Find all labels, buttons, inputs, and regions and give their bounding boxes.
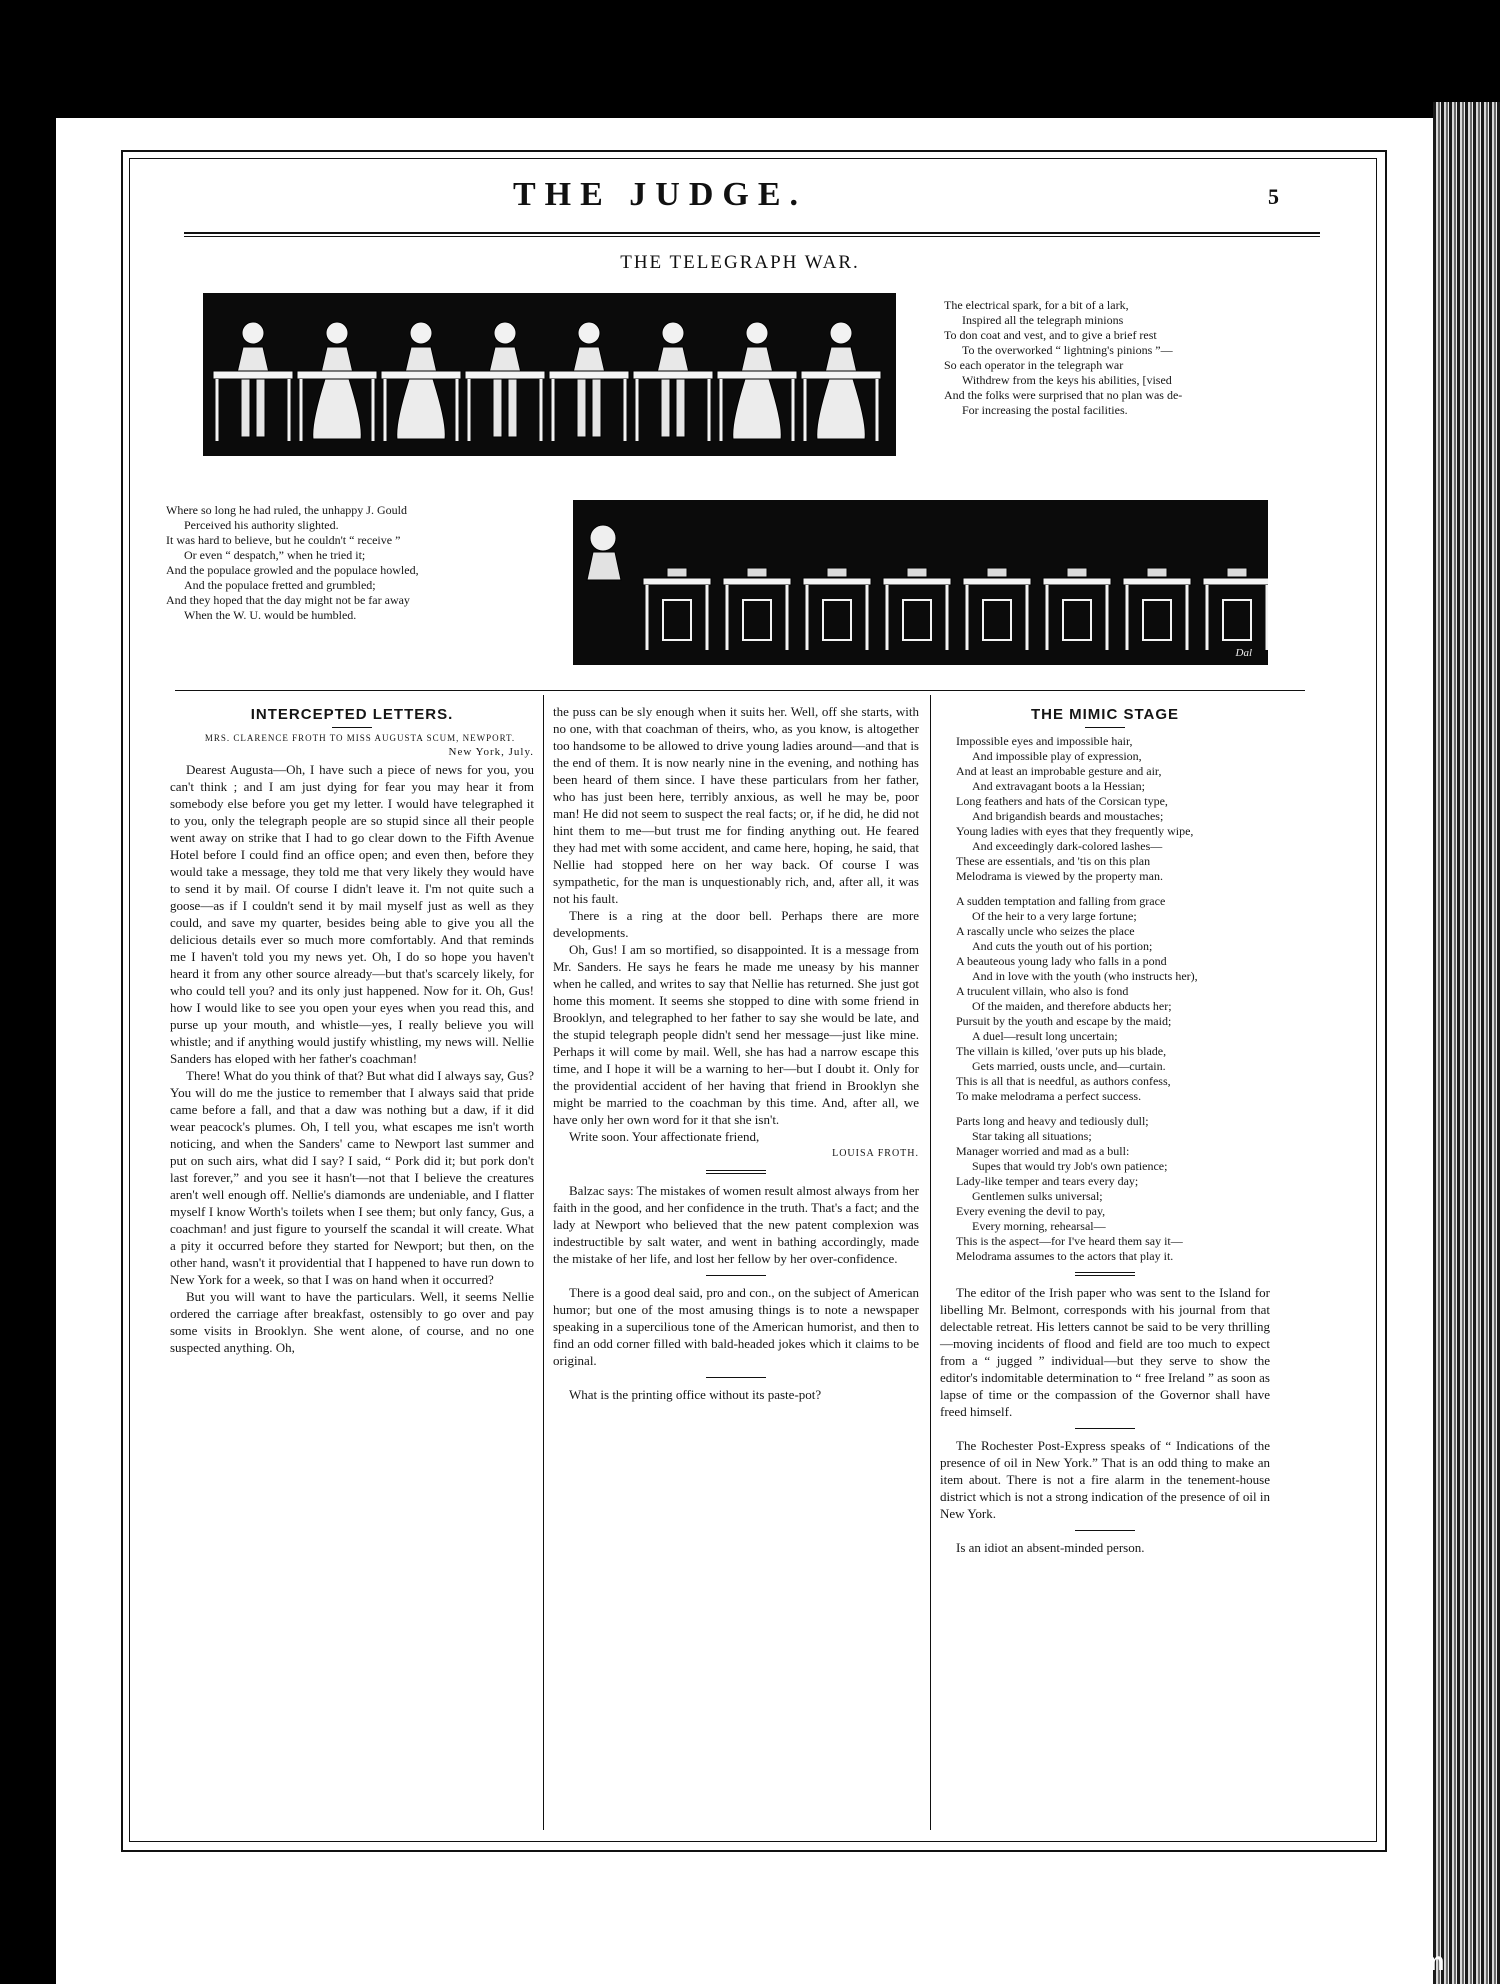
telegraph-key [1147, 568, 1167, 577]
desk-top [549, 371, 629, 379]
item-separator [706, 1275, 766, 1276]
verse-line: To don coat and vest, and to give a brief rest [944, 328, 1157, 342]
desk-top [297, 371, 377, 379]
poem-line: Long feathers and hats of the Corsican type, [956, 794, 1168, 808]
page-gutter [48, 118, 56, 1984]
poem-line: Of the heir to a very large fortune; [972, 909, 1137, 923]
operator-leg [508, 379, 517, 437]
column-rule-right [930, 695, 931, 1830]
poem-mimic-stage [940, 734, 1270, 1264]
verse-line: Inspired all the telegraph minions [962, 313, 1124, 327]
masthead-title: THE JUDGE. [512, 176, 808, 213]
verse-one [944, 298, 1274, 418]
column-rule-left [543, 695, 544, 1830]
operator-head [578, 322, 600, 344]
verse-line: To the overworked “ lightning's pinions ”— [962, 343, 1173, 357]
article-paragraph: Oh, Gus! I am so mortified, so disappointed. It is a message from Mr. Sanders. He says he fears he made me uneasy by his manner when he called, and writes to say that Nellie has returned. She just got home this moment. It seems she stopped to dine with some friend in Brooklyn, and telegraphed to her father to say she would be late, and the stupid telegraph people didn't send her message—just like mine. Perhaps it will come by mail. Well, she has had a narrow escape this time, and I hope it will be a warning to her—but I doubt it. Only for the providential accident of her having that friend in Brooklyn she might be married to the coachman by this time. And, after all, we have only her own word for it that she isn't. [553, 942, 919, 1127]
operator-head [326, 322, 348, 344]
poem-line: Supes that would try Job's own patience; [972, 1159, 1168, 1173]
verse-line: For increasing the postal facilities. [962, 403, 1128, 417]
verse-line: The electrical spark, for a bit of a lark, [944, 298, 1129, 312]
telegraph-key [667, 568, 687, 577]
operator-head [410, 322, 432, 344]
operator-head [746, 322, 768, 344]
empty-desk-top [643, 578, 711, 585]
operator-leg [241, 379, 250, 437]
column-right [940, 700, 1270, 1556]
news-item: There is a good deal said, pro and con., on the subject of American humor; but one of the most amusing things is to note a newspaper speaking in a supercilious tone of the American humorist, and then to find an odd corner filled with bald-headed jokes which it claims to be original. [553, 1285, 919, 1368]
poem-line: The villain is killed, 'over puts up his blade, [956, 1044, 1167, 1058]
empty-chair [743, 600, 771, 640]
operator-leg [676, 379, 685, 437]
news-item: What is the printing office without its paste-pot? [569, 1387, 822, 1402]
poem-heading: THE MIMIC STAGE [1030, 706, 1180, 723]
desk-top [465, 371, 545, 379]
article-paragraph: But you will want to have the particulars. Well, it seems Nellie ordered the carriage after breakfast, ostensibly to go over and pay some visits in Brooklyn. She went alone, of course, and no one suspected anything. Oh, [170, 1289, 534, 1355]
news-item: The Rochester Post-Express speaks of “ Indications of the presence of oil in New York.” That is an odd thing to make an item about. There is not a fire alarm in the tenement-house district which is not a strong indication of the presence of oil in New York. [940, 1438, 1270, 1521]
empty-desk-top [723, 578, 791, 585]
telegraph-key [987, 568, 1007, 577]
empty-chair [663, 600, 691, 640]
telegraph-key [907, 568, 927, 577]
verse-line: And the populace growled and the populace howled, [166, 563, 419, 577]
poem-line: This is the aspect—for I've heard them say it— [956, 1234, 1183, 1248]
site-watermark: comicbooks.com [1232, 1946, 1445, 1976]
operator-head [662, 322, 684, 344]
operator-skirt [817, 379, 866, 439]
item-separator [1075, 1272, 1135, 1276]
operator-skirt [733, 379, 782, 439]
empty-chair [1223, 600, 1251, 640]
poem-line: These are essentials, and 'tis on this plan [956, 854, 1151, 868]
empty-desk-top [1123, 578, 1191, 585]
gould-head [590, 525, 616, 551]
verse-line: And the folks were surprised that no plan was de- [944, 388, 1183, 402]
poem-line: This is all that is needful, as authors confess, [956, 1074, 1171, 1088]
verse-line: Where so long he had ruled, the unhappy J. Gould [166, 503, 407, 517]
section-rule [175, 690, 1305, 691]
poem-line: A duel—result long uncertain; [972, 1029, 1118, 1043]
article-dateline: New York, July. [448, 746, 534, 758]
column-left [170, 700, 534, 1356]
operator-torso [825, 347, 857, 373]
article-subheading: MRS. CLARENCE FROTH TO MISS AUGUSTA SCUM, NEWPORT. [204, 733, 516, 743]
operator-leg [661, 379, 670, 437]
poem-line: Every evening the devil to pay, [956, 1204, 1106, 1218]
operator-torso [741, 347, 773, 373]
book-binding-edge [1433, 102, 1500, 1984]
poem-line: A truculent villain, who also is fond [956, 984, 1129, 998]
desk-top [717, 371, 797, 379]
poem-line: Gentlemen sulks universal; [972, 1189, 1103, 1203]
cartoon-title: THE TELEGRAPH WAR. [620, 252, 860, 273]
poem-line: And extravagant boots a la Hessian; [972, 779, 1145, 793]
verse-line: It was hard to believe, but he couldn't “ receive ” [166, 533, 401, 547]
poem-line: Of the maiden, and therefore abducts her; [972, 999, 1172, 1013]
operator-head [830, 322, 852, 344]
empty-desk-top [803, 578, 871, 585]
stanza-gap [940, 1104, 1270, 1114]
cartoon-operators-striking [203, 293, 896, 456]
verse-line: Or even “ despatch,” when he tried it; [184, 548, 366, 562]
operator-leg [592, 379, 601, 437]
empty-desk-top [1203, 578, 1268, 585]
operator-torso [321, 347, 353, 373]
operator-head [494, 322, 516, 344]
operator-leg [577, 379, 586, 437]
operator-torso [657, 347, 689, 373]
operator-torso [405, 347, 437, 373]
heading-rule [1085, 727, 1125, 728]
verse-line: So each operator in the telegraph war [944, 358, 1124, 372]
item-separator [1075, 1428, 1135, 1429]
page-number: 5 [1268, 184, 1279, 209]
column-middle [553, 703, 919, 1403]
telegraph-key [827, 568, 847, 577]
poem-line: And in love with the youth (who instructs her), [972, 969, 1198, 983]
operator-torso [489, 347, 521, 373]
stanza-gap [940, 884, 1270, 894]
operators-illustration [203, 293, 896, 456]
gould-torso [587, 552, 621, 580]
empty-chair [823, 600, 851, 640]
article-paragraph: the puss can be sly enough when it suits her. Well, off she starts, with no one, with that coachman of theirs, who, as you know, is altogether too handsome to be allowed to drive young ladies around—and that is the end of them. It is now nearly nine in the evening, and nothing has been heard of them since. I have these particulars from her father, who has just been here, terribly anxious, as well he may be, poor man! He did not seem to suspect the real facts; or, if he did, he did not hint them to me—but trust me for finding anything out. He feared they had met with some accident, and came here, hoping, he said, that Nellie had stopped here on her way back. Of course I was sympathetic, for the man is unquestionably rich, and, after all, it was not his fault. [553, 704, 919, 906]
operator-leg [256, 379, 265, 437]
empty-chair [903, 600, 931, 640]
verse-two [166, 503, 556, 623]
poem-line: And at least an improbable gesture and air, [956, 764, 1162, 778]
poem-line: Every morning, rehearsal— [972, 1219, 1106, 1233]
empty-desks-illustration [573, 500, 1268, 665]
item-separator [706, 1377, 766, 1378]
heading-rule [332, 727, 372, 728]
poem-line: And brigandish beards and moustaches; [972, 809, 1164, 823]
masthead-rule [184, 232, 1320, 234]
news-item: Balzac says: The mistakes of women result almost always from her faith in the good, and her confidence in the truth. That's a fact; and the lady at Newport who believed that the new patent complexion was indestructible by salt water, and went in bathing accordingly, made the mistake of her life, and lost her fellow by her over-confidence. [553, 1183, 919, 1266]
letter-signature: LOUISA FROTH. [832, 1148, 919, 1159]
verse-line: When the W. U. would be humbled. [184, 608, 357, 622]
empty-chair [983, 600, 1011, 640]
telegraph-key [1067, 568, 1087, 577]
poem-line: A sudden temptation and falling from grace [956, 894, 1166, 908]
poem-line: Pursuit by the youth and escape by the maid; [956, 1014, 1172, 1028]
operator-skirt [397, 379, 446, 439]
poem-line: And cuts the youth out of his portion; [972, 939, 1153, 953]
news-item: The editor of the Irish paper who was sent to the Island for libelling Mr. Belmont, corresponds with his journal from that delectable retreat. His letters cannot be said to be very thrilling—moving incidents of flood and field are too much to expect from a “ jugged ” individual—but they serve to show the editor's indomitable determination to “ free Ireland ” as soon as lapse of time or the compassion of the Governor shall have freed himself. [940, 1285, 1270, 1419]
verse-line: Perceived his authority slighted. [184, 518, 339, 532]
artist-signature: Dal [1235, 647, 1252, 659]
cartoon-empty-desks [573, 500, 1268, 665]
desk-top [633, 371, 713, 379]
poem-line: A rascally uncle who seizes the place [956, 924, 1135, 938]
empty-chair [1063, 600, 1091, 640]
article-heading: INTERCEPTED LETTERS. [250, 706, 454, 723]
item-separator [1075, 1530, 1135, 1531]
poem-line: Gets married, ousts uncle, and—curtain. [972, 1059, 1166, 1073]
poem-line: Melodrama assumes to the actors that play it. [956, 1249, 1174, 1263]
poem-line: Young ladies with eyes that they frequently wipe, [956, 824, 1194, 838]
telegraph-key [1227, 568, 1247, 577]
empty-desk-top [883, 578, 951, 585]
operator-head [242, 322, 264, 344]
poem-line: Star taking all situations; [972, 1129, 1092, 1143]
poem-line: Manager worried and mad as a bull: [956, 1144, 1130, 1158]
verse-line: Withdrew from the keys his abilities, [vised [962, 373, 1172, 387]
operator-torso [573, 347, 605, 373]
desk-top [213, 371, 293, 379]
verse-line: And the populace fretted and grumbled; [184, 578, 376, 592]
poem-line: And exceedingly dark-colored lashes— [972, 839, 1163, 853]
item-separator [706, 1170, 766, 1174]
poem-line: Lady-like temper and tears every day; [956, 1174, 1139, 1188]
empty-chair [1143, 600, 1171, 640]
poem-line: Parts long and heavy and tediously dull; [956, 1114, 1149, 1128]
verse-line: And they hoped that the day might not be far away [166, 593, 410, 607]
poem-line: Impossible eyes and impossible hair, [956, 734, 1133, 748]
empty-desk-top [963, 578, 1031, 585]
operator-torso [237, 347, 269, 373]
desk-top [381, 371, 461, 379]
article-paragraph: There is a ring at the door bell. Perhaps there are more developments. [553, 908, 919, 940]
article-paragraph: Write soon. Your affectionate friend, [569, 1129, 760, 1144]
masthead-rule-thin [184, 236, 1320, 237]
operator-skirt [313, 379, 362, 439]
poem-line: To make melodrama a perfect success. [956, 1089, 1142, 1103]
news-item: Is an idiot an absent-minded person. [956, 1540, 1145, 1555]
telegraph-key [747, 568, 767, 577]
article-paragraph: Dearest Augusta—Oh, I have such a piece of news for you, you can't think ; and I am just dying for fear you may hear it from somebody else before you get my letter. I would have telegraphed it to you, only the telegraph people are so stupid since all their people went away on strike that I had to go clear down to the Fifth Avenue Hotel before I could find an office open; and even then, before they would take a message, they told me that very likely they would have to send it by mail. Of course I didn't leave it. I'm not quite such a goose—as if I couldn't send it by mail myself just as well as they could, and save my quarter, besides being able to give you all the delicious details ever so much more comfortably. And that reminds me I haven't told you my news yet. Oh, I do so hope you haven't heard it from any other source already—but that's scarcely likely, for who could tell you? and its only just happened. Now for it. Oh, Gus! how I would like to see you open your eyes when you read this, and purse up your mouth, and whistle—yes, I really believe you will whistle; and if anything would justify whistling, my news will. Nellie Sanders has eloped with her father's coachman! [170, 762, 534, 1066]
poem-line: Melodrama is viewed by the property man. [956, 869, 1163, 883]
operator-leg [493, 379, 502, 437]
poem-line: And impossible play of expression, [972, 749, 1142, 763]
empty-desk-top [1043, 578, 1111, 585]
desk-top [801, 371, 881, 379]
poem-line: A beauteous young lady who falls in a pond [956, 954, 1167, 968]
article-paragraph: There! What do you think of that? But what did I always say, Gus? You will do me the justice to remember that I always said that pride came before a fall, and that a daw was nothing but a daw, if it did wear peacock's plumes. Oh, I tell you, what escapes me isn't worth noticing, and when the Sanders' came to Newport last summer and put on such airs, what did I say? I said, “ Pork did it; but pork don't last forever,” and you see it hasn't—not that I believe the creatures aren't well enough off. Nellie's diamonds are undeniable, and I flatter myself I know Worth's toilets when I see them; but only fancy, Gus, a coachman! and just figure to yourself the scandal it will create. What a pity it occurred before they started for Newport; but then, on the other hand, wasn't it providential that I happened to have run down to New York for a week, so that I was on hand when it occurred? [170, 1068, 534, 1287]
